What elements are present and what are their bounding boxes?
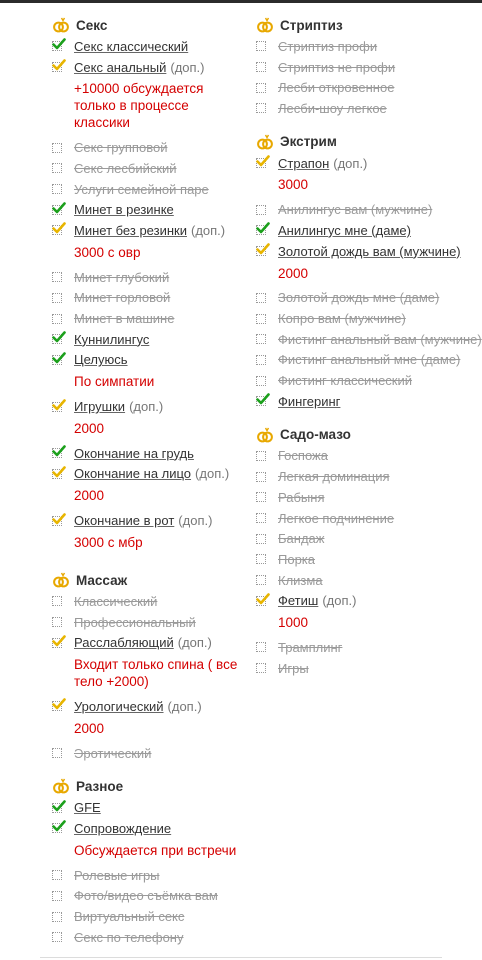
empty-checkbox-icon <box>52 143 62 153</box>
yellow-check-icon <box>256 246 266 256</box>
service-link: Фистинг анальный мне (даме) <box>278 352 461 368</box>
extra-label: (доп.) <box>177 635 212 651</box>
section-title: Секс <box>76 17 108 33</box>
service-link: Лесби-шоу легкое <box>278 100 387 116</box>
service-item <box>52 865 244 886</box>
rings-icon <box>256 133 274 151</box>
service-note: 1000 <box>278 615 309 631</box>
service-item <box>52 179 244 200</box>
service-note: 3000 с мбр <box>74 535 143 550</box>
service-item <box>52 199 244 220</box>
service-link[interactable]: Сопровождение <box>74 820 172 836</box>
divider <box>40 957 442 958</box>
green-check-icon <box>52 41 62 51</box>
service-link[interactable]: Окончание в рот <box>74 513 175 529</box>
service-link: Бандаж <box>278 531 325 547</box>
service-link[interactable]: Страпон <box>278 155 330 171</box>
empty-checkbox-icon <box>52 184 62 194</box>
service-item <box>52 696 244 717</box>
empty-checkbox-icon <box>256 575 266 585</box>
empty-checkbox-icon <box>256 334 266 344</box>
service-item <box>52 743 244 764</box>
service-item <box>256 77 482 98</box>
service-item <box>52 220 244 241</box>
service-link: Анилингус вам (мужчине) <box>278 202 433 218</box>
service-link: Услуги семейной паре <box>74 181 209 197</box>
service-note: 2000 <box>74 420 105 436</box>
service-item <box>256 466 482 487</box>
section-header <box>256 14 482 36</box>
section-left-0 <box>52 14 244 557</box>
empty-checkbox-icon <box>52 163 62 173</box>
services-column-left <box>52 8 244 960</box>
service-item <box>52 396 244 417</box>
service-item <box>256 658 482 679</box>
service-item <box>256 329 482 350</box>
service-item <box>256 446 482 467</box>
service-note: 2000 <box>74 488 105 504</box>
service-link: Секс лесбийский <box>74 160 177 176</box>
service-link[interactable]: Игрушки <box>74 399 126 415</box>
extra-label: (доп.) <box>333 155 368 171</box>
extra-label: (доп.) <box>322 593 357 609</box>
empty-checkbox-icon <box>52 870 62 880</box>
services-column-right <box>256 8 482 691</box>
service-link: Трамплинг <box>278 639 343 655</box>
service-link[interactable]: Целуюсь <box>74 352 128 368</box>
service-link: Профессиональный <box>74 614 196 630</box>
service-link: Стриптиз не профи <box>278 59 396 75</box>
service-link: Легкая доминация <box>278 469 390 485</box>
service-item <box>52 443 244 464</box>
yellow-check-icon <box>52 225 62 235</box>
top-bar <box>0 0 482 3</box>
service-note: 2000 <box>74 720 105 736</box>
green-check-icon <box>52 823 62 833</box>
service-link[interactable]: Куннилингус <box>74 331 150 347</box>
service-link: Фистинг анальный вам (мужчине) <box>278 331 482 347</box>
section-title: Экстрим <box>280 134 337 150</box>
service-link: Госпожа <box>278 448 328 464</box>
section-header <box>52 569 244 591</box>
service-note: 2000 <box>278 265 309 281</box>
green-check-icon <box>52 334 62 344</box>
green-check-icon <box>256 225 266 235</box>
service-item <box>52 591 244 612</box>
service-link[interactable]: GFE <box>74 800 101 816</box>
service-link: Секс по телефону <box>74 929 184 945</box>
service-item <box>52 906 244 927</box>
service-item <box>256 350 482 371</box>
service-item <box>256 220 482 241</box>
yellow-check-icon <box>256 158 266 168</box>
service-item <box>52 267 244 288</box>
empty-checkbox-icon <box>256 205 266 215</box>
empty-checkbox-icon <box>256 513 266 523</box>
yellow-check-icon <box>52 402 62 412</box>
section-header <box>256 131 482 153</box>
extra-label: (доп.) <box>170 59 205 75</box>
service-item <box>256 391 482 412</box>
service-item <box>52 927 244 948</box>
service-item <box>256 36 482 57</box>
section-left-1 <box>52 569 244 763</box>
service-item <box>52 632 244 653</box>
rings-icon <box>256 16 274 34</box>
service-link: Золотой дождь мне (даме) <box>278 290 440 306</box>
rings-icon <box>52 777 70 795</box>
service-item <box>52 350 244 371</box>
service-link: Минет горловой <box>74 290 171 306</box>
empty-checkbox-icon <box>256 314 266 324</box>
service-item <box>256 549 482 570</box>
service-item <box>52 464 244 485</box>
service-item <box>52 612 244 633</box>
empty-checkbox-icon <box>256 492 266 502</box>
service-link: Фото/видео съёмка вам <box>74 888 218 904</box>
empty-checkbox-icon <box>52 891 62 901</box>
service-note: +10000 обсуждается только в процессе классики <box>74 81 204 131</box>
empty-checkbox-icon <box>256 451 266 461</box>
extra-label: (доп.) <box>167 698 202 714</box>
service-link[interactable]: Расслабляющий <box>74 635 174 651</box>
service-item <box>256 308 482 329</box>
service-link: Минет в машине <box>74 311 175 327</box>
section-title: Стриптиз <box>280 17 343 33</box>
service-link: Лесби откровенное <box>278 80 395 96</box>
service-item <box>256 153 482 174</box>
service-note: Обсуждается при встречи <box>74 842 237 858</box>
empty-checkbox-icon <box>256 41 266 51</box>
service-item <box>256 370 482 391</box>
service-note: По симпатии <box>74 374 155 390</box>
service-link: Стриптиз профи <box>278 38 378 54</box>
service-link: Минет глубокий <box>74 269 170 285</box>
empty-checkbox-icon <box>256 642 266 652</box>
rings-icon <box>256 426 274 444</box>
yellow-check-icon <box>52 638 62 648</box>
service-item <box>52 158 244 179</box>
service-link[interactable]: Золотой дождь вам (мужчине) <box>278 243 461 259</box>
service-item <box>52 818 244 839</box>
service-link: Виртуальный секс <box>74 909 185 925</box>
section-right-2 <box>256 424 482 679</box>
green-check-icon <box>256 396 266 406</box>
service-item <box>256 508 482 529</box>
empty-checkbox-icon <box>52 272 62 282</box>
service-link[interactable]: Окончание на лицо <box>74 466 192 482</box>
section-title: Садо-мазо <box>280 427 351 443</box>
service-link: Легкое подчинение <box>278 510 395 526</box>
service-link: Классический <box>74 593 158 609</box>
section-left-2 <box>52 775 244 947</box>
service-item <box>52 36 244 57</box>
service-link: Порка <box>278 551 316 567</box>
yellow-check-icon <box>52 62 62 72</box>
yellow-check-icon <box>52 469 62 479</box>
empty-checkbox-icon <box>256 355 266 365</box>
service-link[interactable]: Фингеринг <box>278 393 341 409</box>
empty-checkbox-icon <box>256 103 266 113</box>
green-check-icon <box>52 803 62 813</box>
service-link: Рабыня <box>278 489 325 505</box>
extra-label: (доп.) <box>190 222 226 238</box>
service-item <box>52 57 244 78</box>
service-link[interactable]: Урологический <box>74 698 164 714</box>
empty-checkbox-icon <box>256 293 266 303</box>
service-item <box>52 288 244 309</box>
empty-checkbox-icon <box>52 748 62 758</box>
service-note: Входит только спина ( все тело +2000) <box>74 657 238 690</box>
empty-checkbox-icon <box>256 472 266 482</box>
service-link: Секс групповой <box>74 140 168 156</box>
extra-label: (доп.) <box>195 466 230 482</box>
yellow-check-icon <box>52 701 62 711</box>
section-title: Разное <box>76 778 124 794</box>
service-item <box>256 570 482 591</box>
service-item <box>52 308 244 329</box>
empty-checkbox-icon <box>256 534 266 544</box>
empty-checkbox-icon <box>256 376 266 386</box>
service-link[interactable]: Анилингус мне (даме) <box>278 222 411 238</box>
yellow-check-icon <box>256 596 266 606</box>
section-right-1 <box>256 131 482 412</box>
service-link: Ролевые игры <box>74 867 160 883</box>
section-title: Массаж <box>76 572 128 588</box>
service-item <box>52 797 244 818</box>
section-header <box>256 424 482 446</box>
service-link[interactable]: Окончание на грудь <box>74 445 194 461</box>
empty-checkbox-icon <box>256 663 266 673</box>
service-link: Эротический <box>74 745 152 761</box>
service-item <box>256 57 482 78</box>
section-right-0 <box>256 14 482 119</box>
service-link: Фистинг классический <box>278 373 413 389</box>
empty-checkbox-icon <box>256 554 266 564</box>
yellow-check-icon <box>52 516 62 526</box>
service-item <box>256 199 482 220</box>
service-link: Игры <box>278 660 309 676</box>
empty-checkbox-icon <box>52 932 62 942</box>
service-item <box>256 487 482 508</box>
empty-checkbox-icon <box>52 912 62 922</box>
section-header <box>52 14 244 36</box>
service-link[interactable]: Минет без резинки <box>74 222 187 238</box>
service-item <box>256 637 482 658</box>
service-item <box>256 98 482 119</box>
section-header <box>52 775 244 797</box>
service-item <box>52 510 244 531</box>
service-link[interactable]: Секс классический <box>74 38 189 54</box>
rings-icon <box>52 16 70 34</box>
empty-checkbox-icon <box>256 83 266 93</box>
service-item <box>256 288 482 309</box>
service-note: 3000 <box>278 177 309 193</box>
green-check-icon <box>52 355 62 365</box>
service-note: 3000 с овр <box>74 244 141 260</box>
rings-icon <box>52 571 70 589</box>
service-link[interactable]: Фетиш <box>278 593 319 609</box>
extra-label: (доп.) <box>129 399 164 415</box>
service-item <box>52 137 244 158</box>
service-link: Клизма <box>278 572 323 588</box>
service-link[interactable]: Минет в резинке <box>74 202 174 218</box>
service-item <box>256 241 482 262</box>
empty-checkbox-icon <box>52 293 62 303</box>
service-item <box>52 329 244 350</box>
green-check-icon <box>52 205 62 215</box>
green-check-icon <box>52 448 62 458</box>
service-item <box>52 886 244 907</box>
empty-checkbox-icon <box>52 596 62 606</box>
empty-checkbox-icon <box>256 62 266 72</box>
extra-label: (доп.) <box>178 513 213 529</box>
service-item <box>256 528 482 549</box>
empty-checkbox-icon <box>52 314 62 324</box>
service-link: Копро вам (мужчине) <box>278 311 406 327</box>
empty-checkbox-icon <box>52 617 62 627</box>
service-link[interactable]: Секс анальный <box>74 59 167 75</box>
service-item <box>256 590 482 611</box>
